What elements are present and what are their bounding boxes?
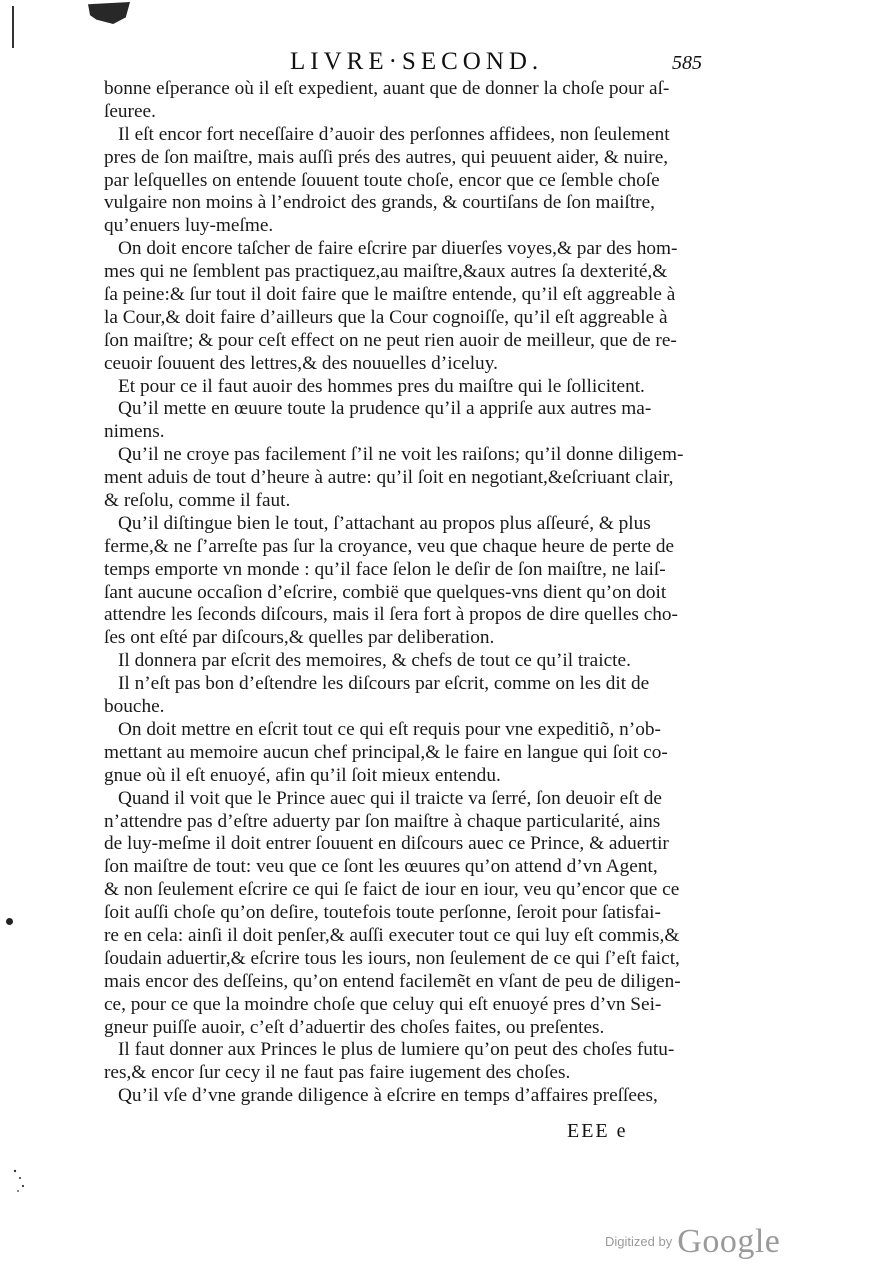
- text-line: ment aduis de tout d’heure à autre: qu’il ſoit en negotiant,&eſcriuant clair,: [104, 467, 674, 489]
- text-line: bonne eſperance où il eſt expedient, auant que de donner la choſe pour aſ-: [104, 78, 670, 99]
- text-line: ceuoir ſouuent des lettres,& des nouuelles d’iceluy.: [104, 352, 498, 374]
- watermark-prefix: Digitized by: [605, 1234, 673, 1249]
- text-line: ſes ont eſté par diſcours,& quelles par deliberation.: [104, 627, 495, 649]
- text-line: mettant au memoire aucun chef principal,& le faire en langue qui ſoit co-: [104, 741, 668, 763]
- text-line: nimens.: [104, 421, 165, 443]
- text-line: qu’enuers luy-meſme.: [104, 215, 274, 237]
- text-line: gnue où il eſt enuoyé, afin qu’il ſoit mieux entendu.: [104, 764, 501, 786]
- text-line: Il faut donner aux Princes le plus de lumiere qu’on peut des choſes futu-: [118, 1039, 675, 1061]
- text-line: On doit mettre en eſcrit tout ce qui eſt requis pour vne expeditiõ, n’ob-: [118, 718, 661, 740]
- margin-specks: [12, 1168, 26, 1194]
- text-line: Et pour ce il faut auoir des hommes pres du maiſtre qui le ſollicitent.: [118, 375, 645, 397]
- text-line: mais encor des deſſeins, qu’on entend facilemẽt en vſant de peu de diligen-: [104, 970, 681, 992]
- text-line: ſoudain aduertir,& eſcrire tous les iours, non ſeulement de ce qui ſ’eſt faict,: [104, 947, 680, 969]
- page-number: 585: [672, 52, 702, 74]
- text-line: la Cour,& doit faire d’ailleurs que la Cour cognoiſſe, qu’il eſt aggreable à: [104, 306, 668, 328]
- text-line: ſa peine:& ſur tout il doit faire que le maiſtre entende, qu’il eſt aggreable à: [104, 284, 676, 306]
- text-line: ſon maiſtre de tout: veu que ce ſont les œuures qu’on attend d’vn Agent,: [104, 856, 658, 878]
- text-line: temps emporte vn monde : qu’il face ſelon le deſir de ſon maiſtre, ne laiſ-: [104, 558, 666, 580]
- signature-mark: EEE e: [567, 1120, 628, 1142]
- text-line: n’attendre pas d’eſtre aduerty par ſon maiſtre à chaque particularité, ains: [104, 810, 661, 832]
- text-line: Quand il voit que le Prince auec qui il traicte va ſerré, ſon deuoir eſt de: [118, 787, 662, 809]
- text-line: mes qui ne ſemblent pas practiquez,au maiſtre,&aux autres ſa dexterité,&: [104, 261, 668, 283]
- text-line: vulgaire non moins à l’endroict des grands, & courtiſans de ſon maiſtre,: [104, 192, 655, 214]
- text-line: Il n’eſt pas bon d’eſtendre les diſcours par eſcrit, comme on les dit de: [118, 673, 650, 695]
- text-line: Qu’il mette en œuure toute la prudence qu’il a appriſe aux autres ma-: [118, 398, 652, 420]
- text-line: ferme,& ne ſ’arreſte pas ſur la croyance, veu que chaque heure de perte de: [104, 535, 675, 557]
- watermark-brand: Google: [677, 1223, 781, 1260]
- text-line: Il donnera par eſcrit des memoires, & chefs de tout ce qu’il traicte.: [118, 650, 631, 672]
- text-line: Qu’il diſtingue bien le tout, ſ’attachant au propos plus aſſeuré, & plus: [118, 512, 651, 534]
- text-line: ſon maiſtre; & pour ceſt effect on ne peut rien auoir de meilleur, que de re-: [104, 329, 677, 351]
- digitized-watermark: [605, 1223, 780, 1261]
- text-line: pres de ſon maiſtre, mais auſſi prés des autres, qui peuuent aider, & nuire,: [104, 146, 669, 168]
- text-line: On doit encore taſcher de faire eſcrire par diuerſes voyes,& par des hom-: [118, 238, 678, 260]
- text-line: Qu’il ne croye pas facilement ſ’il ne voit les raiſons; qu’il donne diligem-: [118, 444, 684, 466]
- running-title: LIVRE·SECOND.: [290, 48, 544, 75]
- text-line: ce, pour ce que la moindre choſe que celuy qui eſt enuoyé pres d’vn Sei-: [104, 993, 662, 1015]
- text-line: gneur puiſſe auoir, c’eſt d’aduertir des choſes faites, ou preſentes.: [104, 1016, 605, 1038]
- text-line: & non ſeulement eſcrire ce qui ſe faict de iour en iour, veu qu’encor que ce: [104, 879, 680, 901]
- text-line: ſoit auſſi choſe qu’on deſire, toutefois toute perſonne, ſeroit pour ſatisfai-: [104, 902, 661, 924]
- text-line: Il eſt encor fort neceſſaire d’auoir des perſonnes affidees, non ſeulement: [118, 123, 670, 145]
- ink-blot-ornament: [88, 2, 130, 24]
- text-line: res,& encor ſur cecy il ne faut pas faire iugement des choſes.: [104, 1062, 571, 1084]
- text-line: re en cela: ainſi il doit penſer,& auſſi executer tout ce qui luy eſt commis,&: [104, 924, 680, 946]
- text-line: attendre les ſeconds diſcours, mais il ſera fort à propos de dire quelles cho-: [104, 604, 678, 626]
- text-line: par leſquelles on entende ſouuent toute choſe, encor que ce ſemble choſe: [104, 169, 660, 191]
- text-line: ſeuree.: [104, 100, 156, 122]
- body-text: [104, 78, 730, 1108]
- text-line: & reſolu, comme il faut.: [104, 490, 291, 512]
- margin-dot-mark: [6, 918, 13, 925]
- text-line: Qu’il vſe d’vne grande diligence à eſcrire en temps d’affaires preſſees,: [118, 1085, 658, 1107]
- text-line: ſant aucune occaſion d’eſcrire, combië que quelques-vns dient qu’on doit: [104, 581, 667, 603]
- text-line: de luy-meſme il doit entrer ſouuent en diſcours auec ce Prince, & aduertir: [104, 833, 669, 855]
- text-line: bouche.: [104, 696, 165, 718]
- page-edge-rule: [12, 6, 14, 48]
